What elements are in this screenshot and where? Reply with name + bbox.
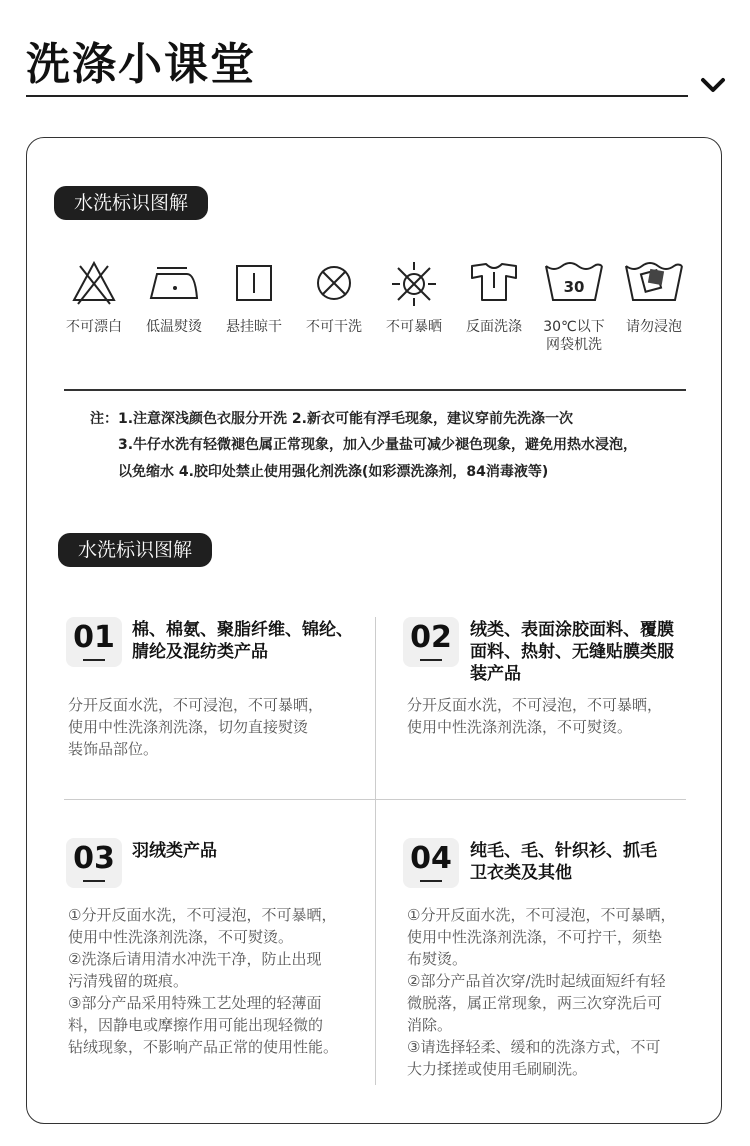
item-description-02: 分开反面水洗，不可浸泡，不可暴晒， 使用中性洗涤剂洗涤，不可熨烫。 [407,696,663,736]
item-category-01: 棉、棉氨、聚脂纤维、锦纶、 腈纶及混纺类产品 [132,620,353,662]
no-bleach-icon [70,258,118,306]
item-category-02: 绒类、表面涂胶面料、覆膜 面料、热射、无缝贴膜类服 装产品 [470,620,674,684]
grid-horizontal-divider [64,799,686,800]
section-label-wash-symbols: 水洗标识图解 [54,186,208,220]
icon-item-low-temp-iron: 低温熨烫 [134,258,214,336]
inside-out-icon [468,258,520,306]
section-label-materials: 水洗标识图解 [58,533,212,567]
icon-item-no-bleach: 不可漂白 [54,258,134,336]
no-sun-dry-icon [388,258,440,310]
item-description-03: ①分开反面水洗，不可浸泡，不可暴晒， 使用中性洗涤剂洗涤，不可熨烫。 ②洗涤后请用清水冲洗干净，防止出现 污清残留的斑痕。 ③部分产品采用特殊工艺处理的轻薄面 料，因静电或摩擦作用可能出现轻微的 钻绒现象，不影响产品正常的使用性能。 [68,906,339,1056]
item-description-04: ①分开反面水洗，不可浸泡，不可暴晒， 使用中性洗涤剂洗涤，不可拧干，须垫 布熨烫。 ②部分产品首次穿/洗时起绒面短纤有轻 微脱落，属正常现象，两三次穿洗后可 消除。 ③请选择轻柔、缓和的洗涤方式，不可 大力揉搓或使用毛刷刷洗。 [407,906,676,1078]
icon-item-inside-out: 反面洗涤 [454,258,534,336]
icon-item-no-soak: 请勿浸泡 [614,258,694,336]
item-description-01: 分开反面水洗，不可浸泡，不可暴晒， 使用中性洗涤剂洗涤，切勿直接熨烫 装饰品部位。 [68,696,324,758]
note-line-3: 以免缩水 4.胶印处禁止使用强化剂洗涤(如彩漂洗涤剂，84消毒液等) [118,464,549,480]
item-number-03: 03 [66,838,122,888]
item-number-04: 04 [403,838,459,888]
no-soak-icon [623,258,685,306]
item-number-01: 01 [66,617,122,667]
wash-30-icon [543,258,605,306]
title-underline [26,95,688,97]
section-divider [64,389,686,391]
icon-item-no-sun: 不可暴晒 [374,258,454,336]
item-category-03: 羽绒类产品 [132,841,217,861]
icon-item-hang-dry: 悬挂晾干 [214,258,294,336]
item-number-02: 02 [403,617,459,667]
note-line-2: 3.牛仔水洗有轻微褪色属正常现象，加入少量盐可减少褪色现象，避免用热水浸泡， [118,437,638,453]
wash-icons-row [58,258,698,368]
hang-dry-icon [230,258,278,306]
no-tumble-dry-icon [310,258,358,306]
item-category-04: 纯毛、毛、针织衫、抓毛 卫衣类及其他 [470,841,657,883]
chevron-down-icon[interactable] [700,76,726,96]
note-line-1: 注：1.注意深浅颜色衣服分开洗 2.新衣可能有浮毛现象，建议穿前先洗涤一次 [90,411,573,427]
svg-text:30: 30 [563,278,585,296]
grid-vertical-divider [375,617,376,1085]
icon-item-wash-30: 30 30℃以下 网袋机洗 [534,258,614,354]
icon-item-no-dry-clean: 不可干洗 [294,258,374,336]
low-temp-iron-icon [147,258,201,306]
page-title: 洗涤小课堂 [26,39,256,90]
